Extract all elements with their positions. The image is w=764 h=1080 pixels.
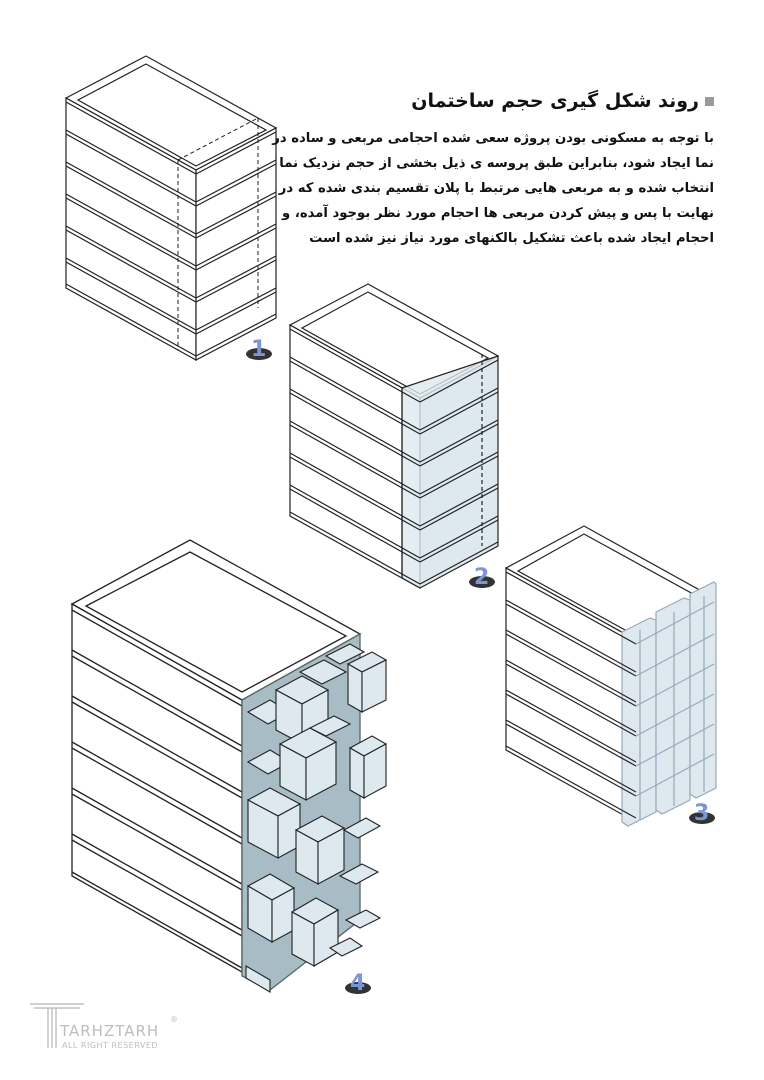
heading-bullet-icon	[705, 97, 714, 106]
step-3-number: 3	[694, 801, 710, 826]
watermark-tagline: ALL RIGHT RESERVED	[62, 1041, 159, 1050]
building-2-glass-block	[402, 356, 498, 588]
step-2-number: 2	[474, 565, 490, 590]
building-3-glass-col-c	[690, 582, 716, 798]
paragraph-line: احجام ایجاد شده باعث تشکیل بالکنهای مورد نیاز نیز شده است	[309, 231, 714, 246]
description-block	[272, 90, 714, 251]
paragraph-line: با توجه به مسکونی بودن پروژه سعی شده احجامی مربعی و ساده در	[272, 131, 714, 146]
paragraph-line: نما ایجاد شود، بنابراین طبق پروسه ی ذیل بخشی از حجم نزدیک نما	[279, 156, 714, 171]
paragraph-line: نهایت با پس و پیش کردن مربعی ها احجام مورد نظر بوجود آمده، و	[282, 206, 714, 221]
building-1	[66, 56, 276, 360]
watermark-brand: TARHZTARH	[60, 1022, 160, 1040]
building-4	[72, 540, 386, 992]
watermark-registered: ®	[170, 1015, 179, 1024]
step-1-number: 1	[251, 337, 267, 362]
building-2	[290, 284, 498, 588]
step-4-number: 4	[350, 971, 366, 996]
watermark	[30, 1004, 179, 1050]
heading	[294, 90, 714, 112]
building-3	[506, 526, 716, 826]
paragraph-line: انتخاب شده و به مربعی هایی مرتبط با پلان تقسیم بندی شده که در	[278, 181, 714, 196]
page-title: روند شکل گیری حجم ساختمان	[411, 90, 699, 112]
description-paragraph	[272, 126, 714, 251]
